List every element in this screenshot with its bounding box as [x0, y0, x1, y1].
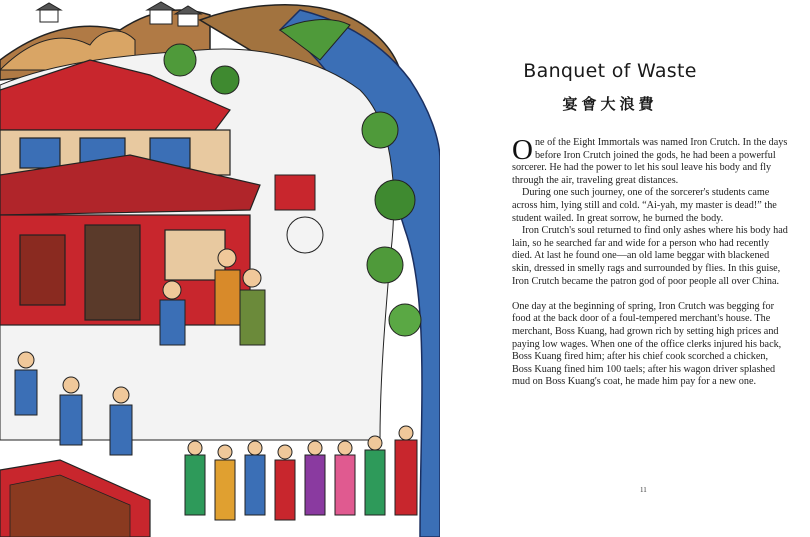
paragraph-3: Iron Crutch's soul returned to find only ashes where his body had lain, so he searched far and wide for a person who had recently died. At last he found one—an old lame beggar with blackened skin, dressed in smelly rags and surrounded by flies. In this guise, Iron Crutch became the patron god of poor people all over China.	[512, 225, 788, 287]
drop-cap: O	[512, 134, 533, 166]
paragraph-1	[512, 134, 790, 187]
page-number: 11	[640, 486, 647, 494]
paragraph-4: One day at the beginning of spring, Iron Crutch was begging for food at the back door of a foul-tempered merchant's house. The merchant, Boss Kuang, had grown rich by setting high prices and paying low wages. When one of the office clerks injured his back, Boss Kuang fired him; after his chief cook scorched a chicken, Boss Kuang fined him 100 taels; after his wagon driver splashed mud on Boss Kuang's coat, he made him pay for a new one.	[512, 300, 782, 388]
paragraph-2: During one such journey, one of the sorcerer's students came across him, lying still and cold. “Ai-yah, my master is dead!” the student wailed. In great sorrow, he burned the body.	[512, 187, 777, 224]
paragraph-1-text: ne of the Eight Immortals was named Iron Crutch. In the days before Iron Crutch joined the gods, he had been a powerful sorcerer. He had the power to let his soul leave his body and fly through the air, traveling great distances.	[512, 137, 788, 186]
story-subtitle-chinese: 宴會大浪費	[562, 95, 658, 113]
story-title: Banquet of Waste	[523, 60, 697, 82]
text-page	[440, 0, 810, 537]
story-body	[512, 134, 790, 389]
